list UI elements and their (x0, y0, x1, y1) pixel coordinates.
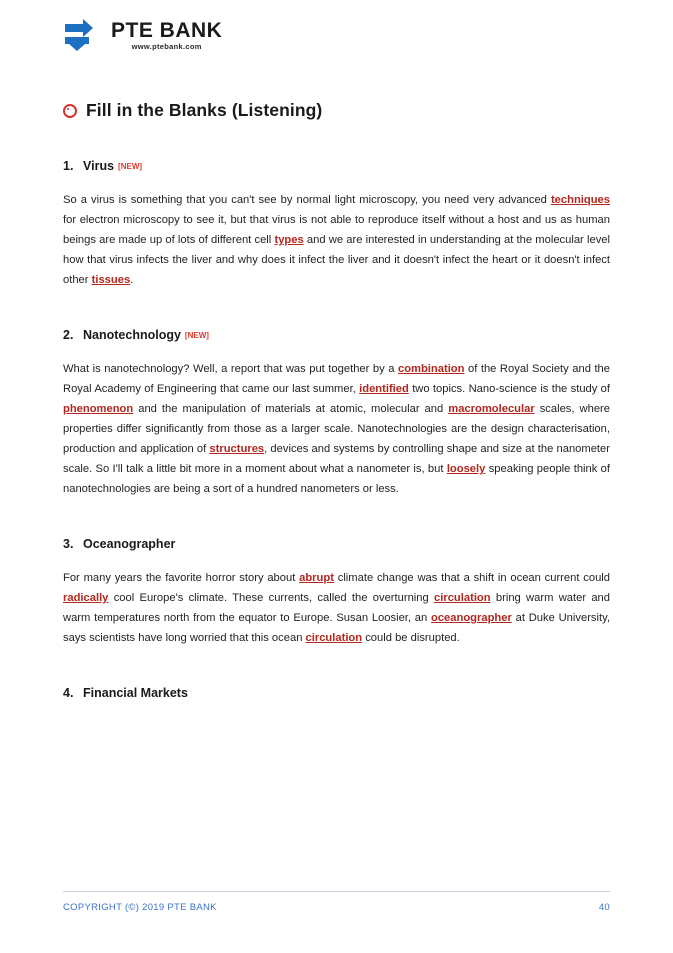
blank-answer: circulation (434, 592, 491, 604)
brand-name: PTE BANK (111, 18, 223, 42)
list-item (63, 328, 610, 499)
paragraph-text: scales, where properties differ significantly from those as a larger scale. Nanotechnologies are the design characterisation, production and application of (63, 403, 610, 455)
footer-divider (63, 891, 610, 892)
blank-answer: macromolecular (448, 403, 535, 415)
copyright-text: COPYRIGHT (©) 2019 PTE BANK (63, 902, 217, 913)
paragraph-text: . (130, 274, 134, 286)
item-title-text: Nanotechnology (83, 328, 181, 342)
page-number: 40 (598, 902, 610, 913)
brand-url: www.ptebank.com (131, 41, 202, 51)
page-title-text: Fill in the Blanks (Listening) (86, 100, 323, 120)
blank-answer: identified (359, 383, 409, 395)
paragraph-text: What is nanotechnology? Well, a report that was put together by a (63, 363, 398, 375)
ptebank-arrow-logo-icon (63, 18, 103, 52)
paragraph-text: could be disrupted. (362, 632, 460, 644)
blank-answer: techniques (550, 194, 610, 206)
item-title (63, 159, 610, 173)
item-title (63, 686, 610, 700)
item-title-text: Oceanographer (83, 537, 176, 551)
blank-answer: abrupt (299, 572, 334, 584)
paragraph-text: two topics. Nano-science is the study of (408, 383, 611, 395)
item-number: 4. (63, 686, 74, 700)
paragraph-text: , devices and systems by controlling shape and size at the nanometer scale. So I'll talk a little bit more in a moment about what a nanometer is, but (63, 443, 610, 475)
paragraph-text: at Duke University, says scientists have long worried that this ocean (63, 612, 610, 644)
list-item (63, 159, 610, 290)
status-badge: [NEW] (118, 162, 143, 171)
item-paragraph (63, 359, 610, 499)
blank-answer: combination (397, 363, 465, 375)
blank-answer: structures (209, 443, 265, 455)
list-item (63, 537, 610, 648)
paragraph-text: for electron microscopy to see it, but that virus is not able to reproduce itself without a host and us as human beings are made up of lots of different cell (63, 214, 610, 246)
paragraph-text: So a virus is something that you can't see by normal light microscopy, you need very advanced (63, 194, 551, 206)
item-title-text: Financial Markets (83, 686, 188, 700)
blank-answer: radically (63, 592, 109, 604)
blank-answer: types (274, 234, 304, 246)
item-paragraph (63, 568, 610, 648)
paragraph-text: bring warm water and warm temperatures north from the equator to Europe. Susan Loosier, an (63, 592, 610, 624)
item-number: 1. (63, 159, 74, 173)
paragraph-text: For many years the favorite horror story about (63, 572, 300, 584)
paragraph-text: and the manipulation of materials at atomic, molecular and (133, 403, 449, 415)
paragraph-text: cool Europe's climate. These currents, called the overturning (108, 592, 435, 604)
item-paragraph (63, 190, 610, 290)
footer-row (63, 902, 610, 913)
paragraph-text: of the Royal Society and the Royal Academy of Engineering that came our last summer, (63, 363, 610, 395)
item-title-text: Virus (83, 159, 115, 173)
blank-answer: loosely (446, 463, 486, 475)
blank-answer: oceanographer (431, 612, 512, 624)
bullet-dot-icon (63, 104, 77, 118)
status-badge: [NEW] (184, 331, 209, 340)
paragraph-text: and we are interested in understanding at the molecular level how that virus infects the liver and why does it infect the liver and it doesn't infect the heart or it doesn't infect other (63, 234, 610, 286)
item-title (63, 328, 610, 342)
item-title (63, 537, 610, 551)
paragraph-text: speaking people think of nanotechnologies are being a sort of a hundred nanometers or less. (63, 463, 610, 495)
item-number: 3. (63, 537, 74, 551)
blank-answer: tissues (91, 274, 131, 286)
brand-text (111, 20, 222, 51)
brand-logo (63, 0, 610, 52)
paragraph-text: climate change was that a shift in ocean current could (333, 572, 610, 584)
list-item (63, 686, 610, 700)
blank-answer: phenomenon (63, 403, 134, 415)
page-footer (63, 891, 610, 913)
page-title (63, 100, 610, 121)
item-number: 2. (63, 328, 74, 342)
blank-answer: circulation (305, 632, 363, 644)
